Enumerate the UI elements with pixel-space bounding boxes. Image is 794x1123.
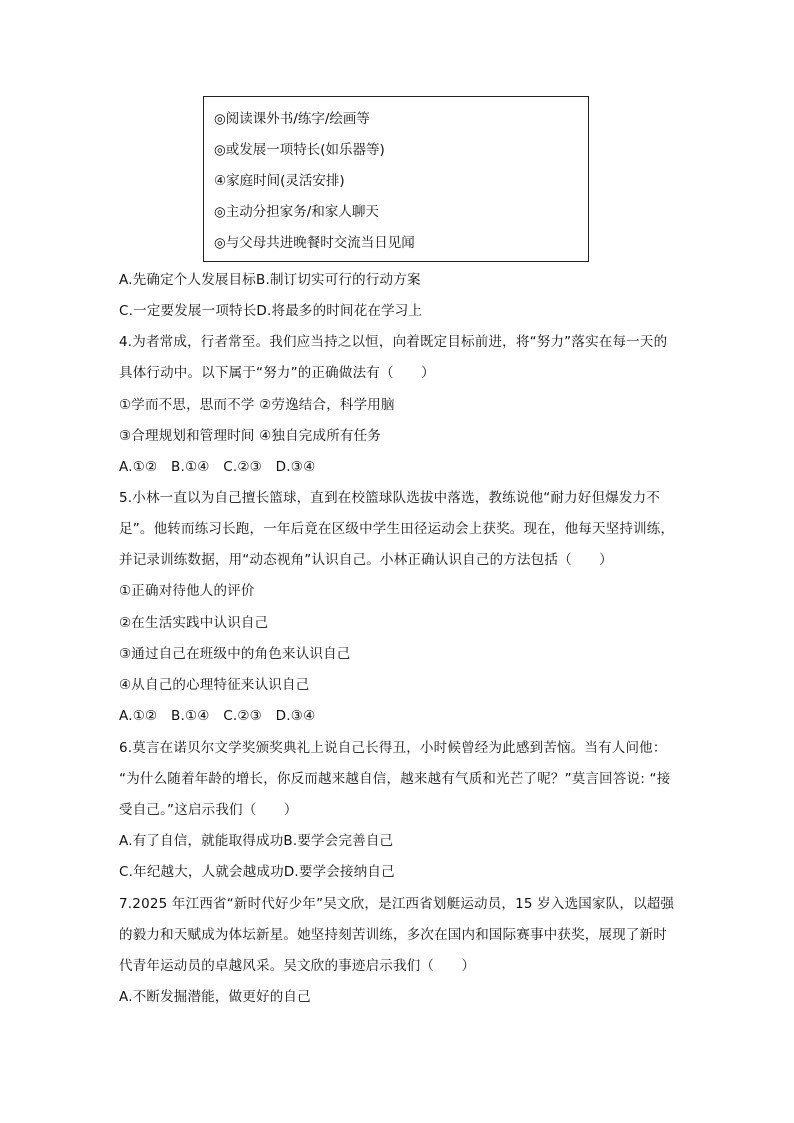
schedule-box bbox=[203, 96, 589, 262]
q6-stem-line2: “为什么随着年龄的增长，你反而越来越自信，越来越有气质和光芒了呢？”莫言回答说: “接 bbox=[119, 771, 671, 787]
q5-stem-line2: 足”。他转而练习长跑，一年后竟在区级中学生田径运动会上获奖。现在，他每天坚持训练， bbox=[119, 521, 675, 537]
q5-item-3: ③通过自己在班级中的角色来认识自己 bbox=[119, 646, 351, 662]
q5-options: A.①② B.①④ C.②③ D.③④ bbox=[119, 708, 316, 724]
q3-options-cd: C.一定要发展一项特长D.将最多的时间花在学习上 bbox=[119, 303, 423, 319]
q7-stem-line2: 的毅力和天赋成为体坛新星。她坚持刻苦训练，多次在国内和国际赛事中获奖，展现了新时 bbox=[119, 927, 667, 943]
schedule-item: ◎或发展一项特长(如乐器等) bbox=[214, 142, 385, 158]
q4-options: A.①② B.①④ C.②③ D.③④ bbox=[119, 459, 316, 475]
q4-stem-line1: 4.为者常成，行者常至。我们应当持之以恒，向着既定目标前进，将“努力”落实在每一天的 bbox=[119, 334, 668, 350]
schedule-item: ④家庭时间(灵活安排) bbox=[214, 173, 345, 189]
q7-option-a: A.不断发掘潜能，做更好的自己 bbox=[119, 989, 311, 1005]
schedule-item: ◎阅读课外书/练字/绘画等 bbox=[214, 111, 370, 127]
q4-items-line2: ③合理规划和管理时间 ④独自完成所有任务 bbox=[119, 428, 381, 444]
q6-options-cd: C.年纪越大，人就会越成功D.要学会接纳自己 bbox=[119, 864, 395, 880]
q5-item-4: ④从自己的心理特征来认识自己 bbox=[119, 677, 310, 693]
schedule-item: ◎主动分担家务/和家人聊天 bbox=[214, 204, 379, 220]
q7-stem-line1: 7.2025 年江西省“新时代好少年”吴文欣，是江西省划艇运动员，15 岁入选国家队，以超强 bbox=[119, 896, 675, 912]
schedule-item: ◎与父母共进晚餐时交流当日见闻 bbox=[214, 235, 415, 251]
q4-stem-line2: 具体行动中。以下属于“努力”的正确做法有（ ） bbox=[119, 365, 435, 381]
q7-stem-line3: 代青年运动员的卓越风采。吴文欣的事迹启示我们（ ） bbox=[119, 958, 476, 974]
q5-item-1: ①正确对待他人的评价 bbox=[119, 583, 255, 599]
q5-stem-line1: 5.小林一直以为自己擅长篮球，直到在校篮球队选拔中落选，教练说他“耐力好但爆发力不 bbox=[119, 490, 661, 506]
q5-stem-line3: 并记录训练数据，用“动态视角”认识自己。小林正确认识自己的方法包括（ ） bbox=[119, 552, 613, 568]
q6-stem-line3: 受自己。”这启示我们（ ） bbox=[119, 802, 298, 818]
q5-item-2: ②在生活实践中认识自己 bbox=[119, 615, 269, 631]
q3-options-ab: A.先确定个人发展目标B.制订切实可行的行动方案 bbox=[119, 272, 421, 288]
q6-stem-line1: 6.莫言在诺贝尔文学奖颁奖典礼上说自己长得丑，小时候曾经为此感到苦恼。当有人问他： bbox=[119, 740, 667, 756]
q4-items-line1: ①学而不思，思而不学 ②劳逸结合，科学用脑 bbox=[119, 397, 395, 413]
q6-options-ab: A.有了自信，就能取得成功B.要学会完善自己 bbox=[119, 833, 394, 849]
